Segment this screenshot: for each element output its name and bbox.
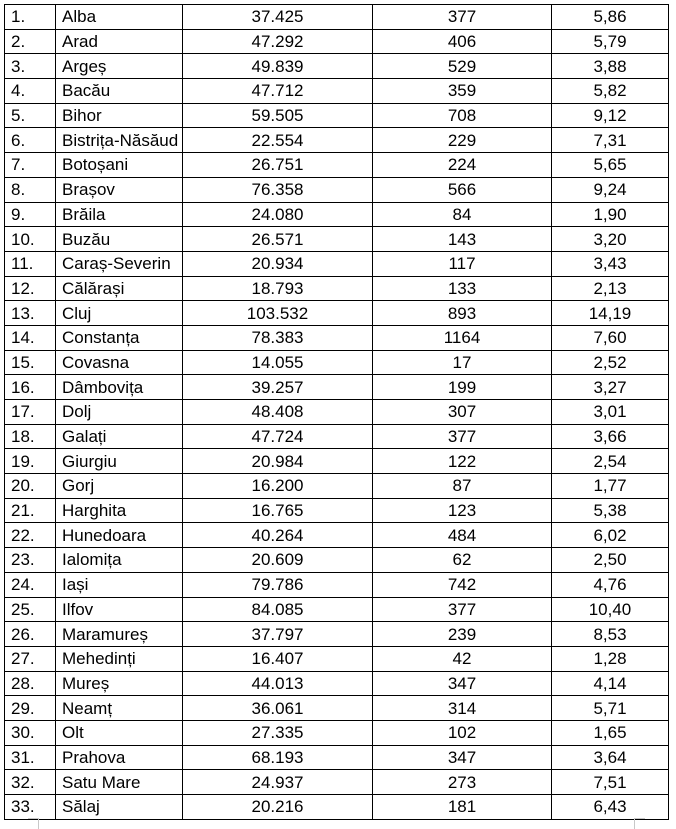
- value-c-cell: 6,43: [552, 795, 669, 820]
- value-a-cell: 16.200: [183, 474, 373, 499]
- value-b-cell: 122: [373, 449, 552, 474]
- value-a-cell: 16.407: [183, 646, 373, 671]
- row-number-cell: 25.: [5, 597, 56, 622]
- county-name-cell: Ilfov: [56, 597, 183, 622]
- value-b-cell: 229: [373, 128, 552, 153]
- value-c-cell: 5,65: [552, 153, 669, 178]
- table-row: [5, 720, 669, 745]
- table-row: [5, 696, 669, 721]
- value-b-cell: 42: [373, 646, 552, 671]
- row-number-cell: 17.: [5, 400, 56, 425]
- value-a-cell: 36.061: [183, 696, 373, 721]
- table-row: [5, 29, 669, 54]
- county-data-table: [4, 4, 669, 820]
- value-b-cell: 406: [373, 29, 552, 54]
- row-number-cell: 24.: [5, 572, 56, 597]
- county-name-cell: Galați: [56, 424, 183, 449]
- value-a-cell: 47.712: [183, 79, 373, 104]
- row-number-cell: 28.: [5, 671, 56, 696]
- value-c-cell: 8,53: [552, 622, 669, 647]
- value-c-cell: 2,50: [552, 548, 669, 573]
- table-row: [5, 671, 669, 696]
- row-number-cell: 11.: [5, 251, 56, 276]
- row-number-cell: 1.: [5, 5, 56, 30]
- county-name-cell: Alba: [56, 5, 183, 30]
- value-c-cell: 3,27: [552, 375, 669, 400]
- value-a-cell: 47.292: [183, 29, 373, 54]
- value-b-cell: 123: [373, 498, 552, 523]
- row-number-cell: 13.: [5, 301, 56, 326]
- page-corner-mark-left: [28, 818, 39, 829]
- value-b-cell: 1164: [373, 325, 552, 350]
- county-name-cell: Arad: [56, 29, 183, 54]
- row-number-cell: 26.: [5, 622, 56, 647]
- value-c-cell: 5,86: [552, 5, 669, 30]
- row-number-cell: 7.: [5, 153, 56, 178]
- table-row: [5, 449, 669, 474]
- table-row: [5, 572, 669, 597]
- county-name-cell: Satu Mare: [56, 770, 183, 795]
- county-name-cell: Botoșani: [56, 153, 183, 178]
- row-number-cell: 32.: [5, 770, 56, 795]
- value-c-cell: 2,52: [552, 350, 669, 375]
- value-b-cell: 133: [373, 276, 552, 301]
- value-a-cell: 18.793: [183, 276, 373, 301]
- table-row: [5, 375, 669, 400]
- row-number-cell: 16.: [5, 375, 56, 400]
- value-b-cell: 708: [373, 103, 552, 128]
- value-a-cell: 37.425: [183, 5, 373, 30]
- table-row: [5, 251, 669, 276]
- value-c-cell: 1,28: [552, 646, 669, 671]
- county-name-cell: Cluj: [56, 301, 183, 326]
- value-a-cell: 24.937: [183, 770, 373, 795]
- value-b-cell: 87: [373, 474, 552, 499]
- row-number-cell: 8.: [5, 177, 56, 202]
- value-a-cell: 39.257: [183, 375, 373, 400]
- value-b-cell: 347: [373, 671, 552, 696]
- value-b-cell: 307: [373, 400, 552, 425]
- table-row: [5, 153, 669, 178]
- value-c-cell: 5,79: [552, 29, 669, 54]
- table-row: [5, 597, 669, 622]
- county-name-cell: Harghita: [56, 498, 183, 523]
- value-a-cell: 24.080: [183, 202, 373, 227]
- table-row: [5, 128, 669, 153]
- county-name-cell: Dolj: [56, 400, 183, 425]
- county-name-cell: Ialomița: [56, 548, 183, 573]
- row-number-cell: 9.: [5, 202, 56, 227]
- value-c-cell: 2,13: [552, 276, 669, 301]
- value-c-cell: 9,24: [552, 177, 669, 202]
- row-number-cell: 27.: [5, 646, 56, 671]
- value-a-cell: 59.505: [183, 103, 373, 128]
- value-c-cell: 14,19: [552, 301, 669, 326]
- county-name-cell: Gorj: [56, 474, 183, 499]
- value-b-cell: 239: [373, 622, 552, 647]
- table-row: [5, 276, 669, 301]
- value-c-cell: 3,88: [552, 54, 669, 79]
- county-name-cell: Mureș: [56, 671, 183, 696]
- value-a-cell: 20.609: [183, 548, 373, 573]
- table-row: [5, 54, 669, 79]
- value-a-cell: 47.724: [183, 424, 373, 449]
- row-number-cell: 23.: [5, 548, 56, 573]
- table-row: [5, 424, 669, 449]
- value-a-cell: 76.358: [183, 177, 373, 202]
- value-c-cell: 3,66: [552, 424, 669, 449]
- county-name-cell: Brașov: [56, 177, 183, 202]
- value-a-cell: 49.839: [183, 54, 373, 79]
- county-name-cell: Bistrița-Năsăud: [56, 128, 183, 153]
- value-b-cell: 377: [373, 597, 552, 622]
- value-a-cell: 20.216: [183, 795, 373, 820]
- value-c-cell: 1,77: [552, 474, 669, 499]
- county-name-cell: Giurgiu: [56, 449, 183, 474]
- table-row: [5, 523, 669, 548]
- county-name-cell: Bihor: [56, 103, 183, 128]
- value-c-cell: 7,31: [552, 128, 669, 153]
- value-a-cell: 78.383: [183, 325, 373, 350]
- value-c-cell: 3,20: [552, 227, 669, 252]
- table-row: [5, 79, 669, 104]
- row-number-cell: 2.: [5, 29, 56, 54]
- table-row: [5, 350, 669, 375]
- row-number-cell: 12.: [5, 276, 56, 301]
- row-number-cell: 33.: [5, 795, 56, 820]
- row-number-cell: 30.: [5, 720, 56, 745]
- value-c-cell: 1,65: [552, 720, 669, 745]
- value-b-cell: 143: [373, 227, 552, 252]
- row-number-cell: 18.: [5, 424, 56, 449]
- value-b-cell: 529: [373, 54, 552, 79]
- value-a-cell: 84.085: [183, 597, 373, 622]
- value-b-cell: 17: [373, 350, 552, 375]
- value-b-cell: 566: [373, 177, 552, 202]
- value-b-cell: 359: [373, 79, 552, 104]
- county-name-cell: Maramureș: [56, 622, 183, 647]
- value-c-cell: 4,76: [552, 572, 669, 597]
- table-row: [5, 548, 669, 573]
- value-b-cell: 377: [373, 5, 552, 30]
- value-b-cell: 117: [373, 251, 552, 276]
- value-a-cell: 26.751: [183, 153, 373, 178]
- value-c-cell: 3,01: [552, 400, 669, 425]
- table-row: [5, 795, 669, 820]
- value-c-cell: 6,02: [552, 523, 669, 548]
- value-b-cell: 347: [373, 745, 552, 770]
- value-c-cell: 5,38: [552, 498, 669, 523]
- value-b-cell: 224: [373, 153, 552, 178]
- row-number-cell: 15.: [5, 350, 56, 375]
- value-a-cell: 44.013: [183, 671, 373, 696]
- table-row: [5, 770, 669, 795]
- county-name-cell: Prahova: [56, 745, 183, 770]
- value-c-cell: 10,40: [552, 597, 669, 622]
- value-a-cell: 48.408: [183, 400, 373, 425]
- value-b-cell: 893: [373, 301, 552, 326]
- county-name-cell: Constanța: [56, 325, 183, 350]
- value-b-cell: 314: [373, 696, 552, 721]
- county-name-cell: Brăila: [56, 202, 183, 227]
- row-number-cell: 29.: [5, 696, 56, 721]
- table-row: [5, 103, 669, 128]
- row-number-cell: 5.: [5, 103, 56, 128]
- row-number-cell: 6.: [5, 128, 56, 153]
- value-c-cell: 7,51: [552, 770, 669, 795]
- county-name-cell: Călărași: [56, 276, 183, 301]
- county-name-cell: Covasna: [56, 350, 183, 375]
- table-row: [5, 202, 669, 227]
- table-row: [5, 227, 669, 252]
- value-c-cell: 5,82: [552, 79, 669, 104]
- county-name-cell: Argeș: [56, 54, 183, 79]
- county-name-cell: Bacău: [56, 79, 183, 104]
- value-c-cell: 3,64: [552, 745, 669, 770]
- county-name-cell: Iași: [56, 572, 183, 597]
- row-number-cell: 14.: [5, 325, 56, 350]
- row-number-cell: 19.: [5, 449, 56, 474]
- table-row: [5, 325, 669, 350]
- value-a-cell: 68.193: [183, 745, 373, 770]
- page-corner-mark-right: [634, 818, 645, 829]
- value-b-cell: 742: [373, 572, 552, 597]
- value-c-cell: 9,12: [552, 103, 669, 128]
- value-a-cell: 27.335: [183, 720, 373, 745]
- table-row: [5, 474, 669, 499]
- county-name-cell: Hunedoara: [56, 523, 183, 548]
- value-a-cell: 37.797: [183, 622, 373, 647]
- value-c-cell: 5,71: [552, 696, 669, 721]
- table-row: [5, 622, 669, 647]
- value-b-cell: 102: [373, 720, 552, 745]
- value-c-cell: 1,90: [552, 202, 669, 227]
- county-name-cell: Olt: [56, 720, 183, 745]
- value-a-cell: 103.532: [183, 301, 373, 326]
- row-number-cell: 21.: [5, 498, 56, 523]
- table-body: [5, 5, 669, 820]
- value-b-cell: 273: [373, 770, 552, 795]
- value-a-cell: 20.934: [183, 251, 373, 276]
- value-c-cell: 7,60: [552, 325, 669, 350]
- county-name-cell: Sălaj: [56, 795, 183, 820]
- value-b-cell: 199: [373, 375, 552, 400]
- value-a-cell: 26.571: [183, 227, 373, 252]
- row-number-cell: 10.: [5, 227, 56, 252]
- row-number-cell: 31.: [5, 745, 56, 770]
- value-a-cell: 16.765: [183, 498, 373, 523]
- county-name-cell: Caraș-Severin: [56, 251, 183, 276]
- value-a-cell: 40.264: [183, 523, 373, 548]
- table-row: [5, 646, 669, 671]
- value-a-cell: 22.554: [183, 128, 373, 153]
- table-row: [5, 400, 669, 425]
- value-a-cell: 20.984: [183, 449, 373, 474]
- value-b-cell: 377: [373, 424, 552, 449]
- row-number-cell: 4.: [5, 79, 56, 104]
- value-b-cell: 62: [373, 548, 552, 573]
- table-row: [5, 5, 669, 30]
- value-a-cell: 14.055: [183, 350, 373, 375]
- value-a-cell: 79.786: [183, 572, 373, 597]
- row-number-cell: 22.: [5, 523, 56, 548]
- value-b-cell: 181: [373, 795, 552, 820]
- value-c-cell: 4,14: [552, 671, 669, 696]
- row-number-cell: 3.: [5, 54, 56, 79]
- table-row: [5, 498, 669, 523]
- value-c-cell: 2,54: [552, 449, 669, 474]
- table-row: [5, 745, 669, 770]
- table-row: [5, 301, 669, 326]
- county-name-cell: Dâmbovița: [56, 375, 183, 400]
- county-name-cell: Mehedinți: [56, 646, 183, 671]
- county-name-cell: Neamț: [56, 696, 183, 721]
- value-b-cell: 484: [373, 523, 552, 548]
- value-c-cell: 3,43: [552, 251, 669, 276]
- county-name-cell: Buzău: [56, 227, 183, 252]
- row-number-cell: 20.: [5, 474, 56, 499]
- table-row: [5, 177, 669, 202]
- value-b-cell: 84: [373, 202, 552, 227]
